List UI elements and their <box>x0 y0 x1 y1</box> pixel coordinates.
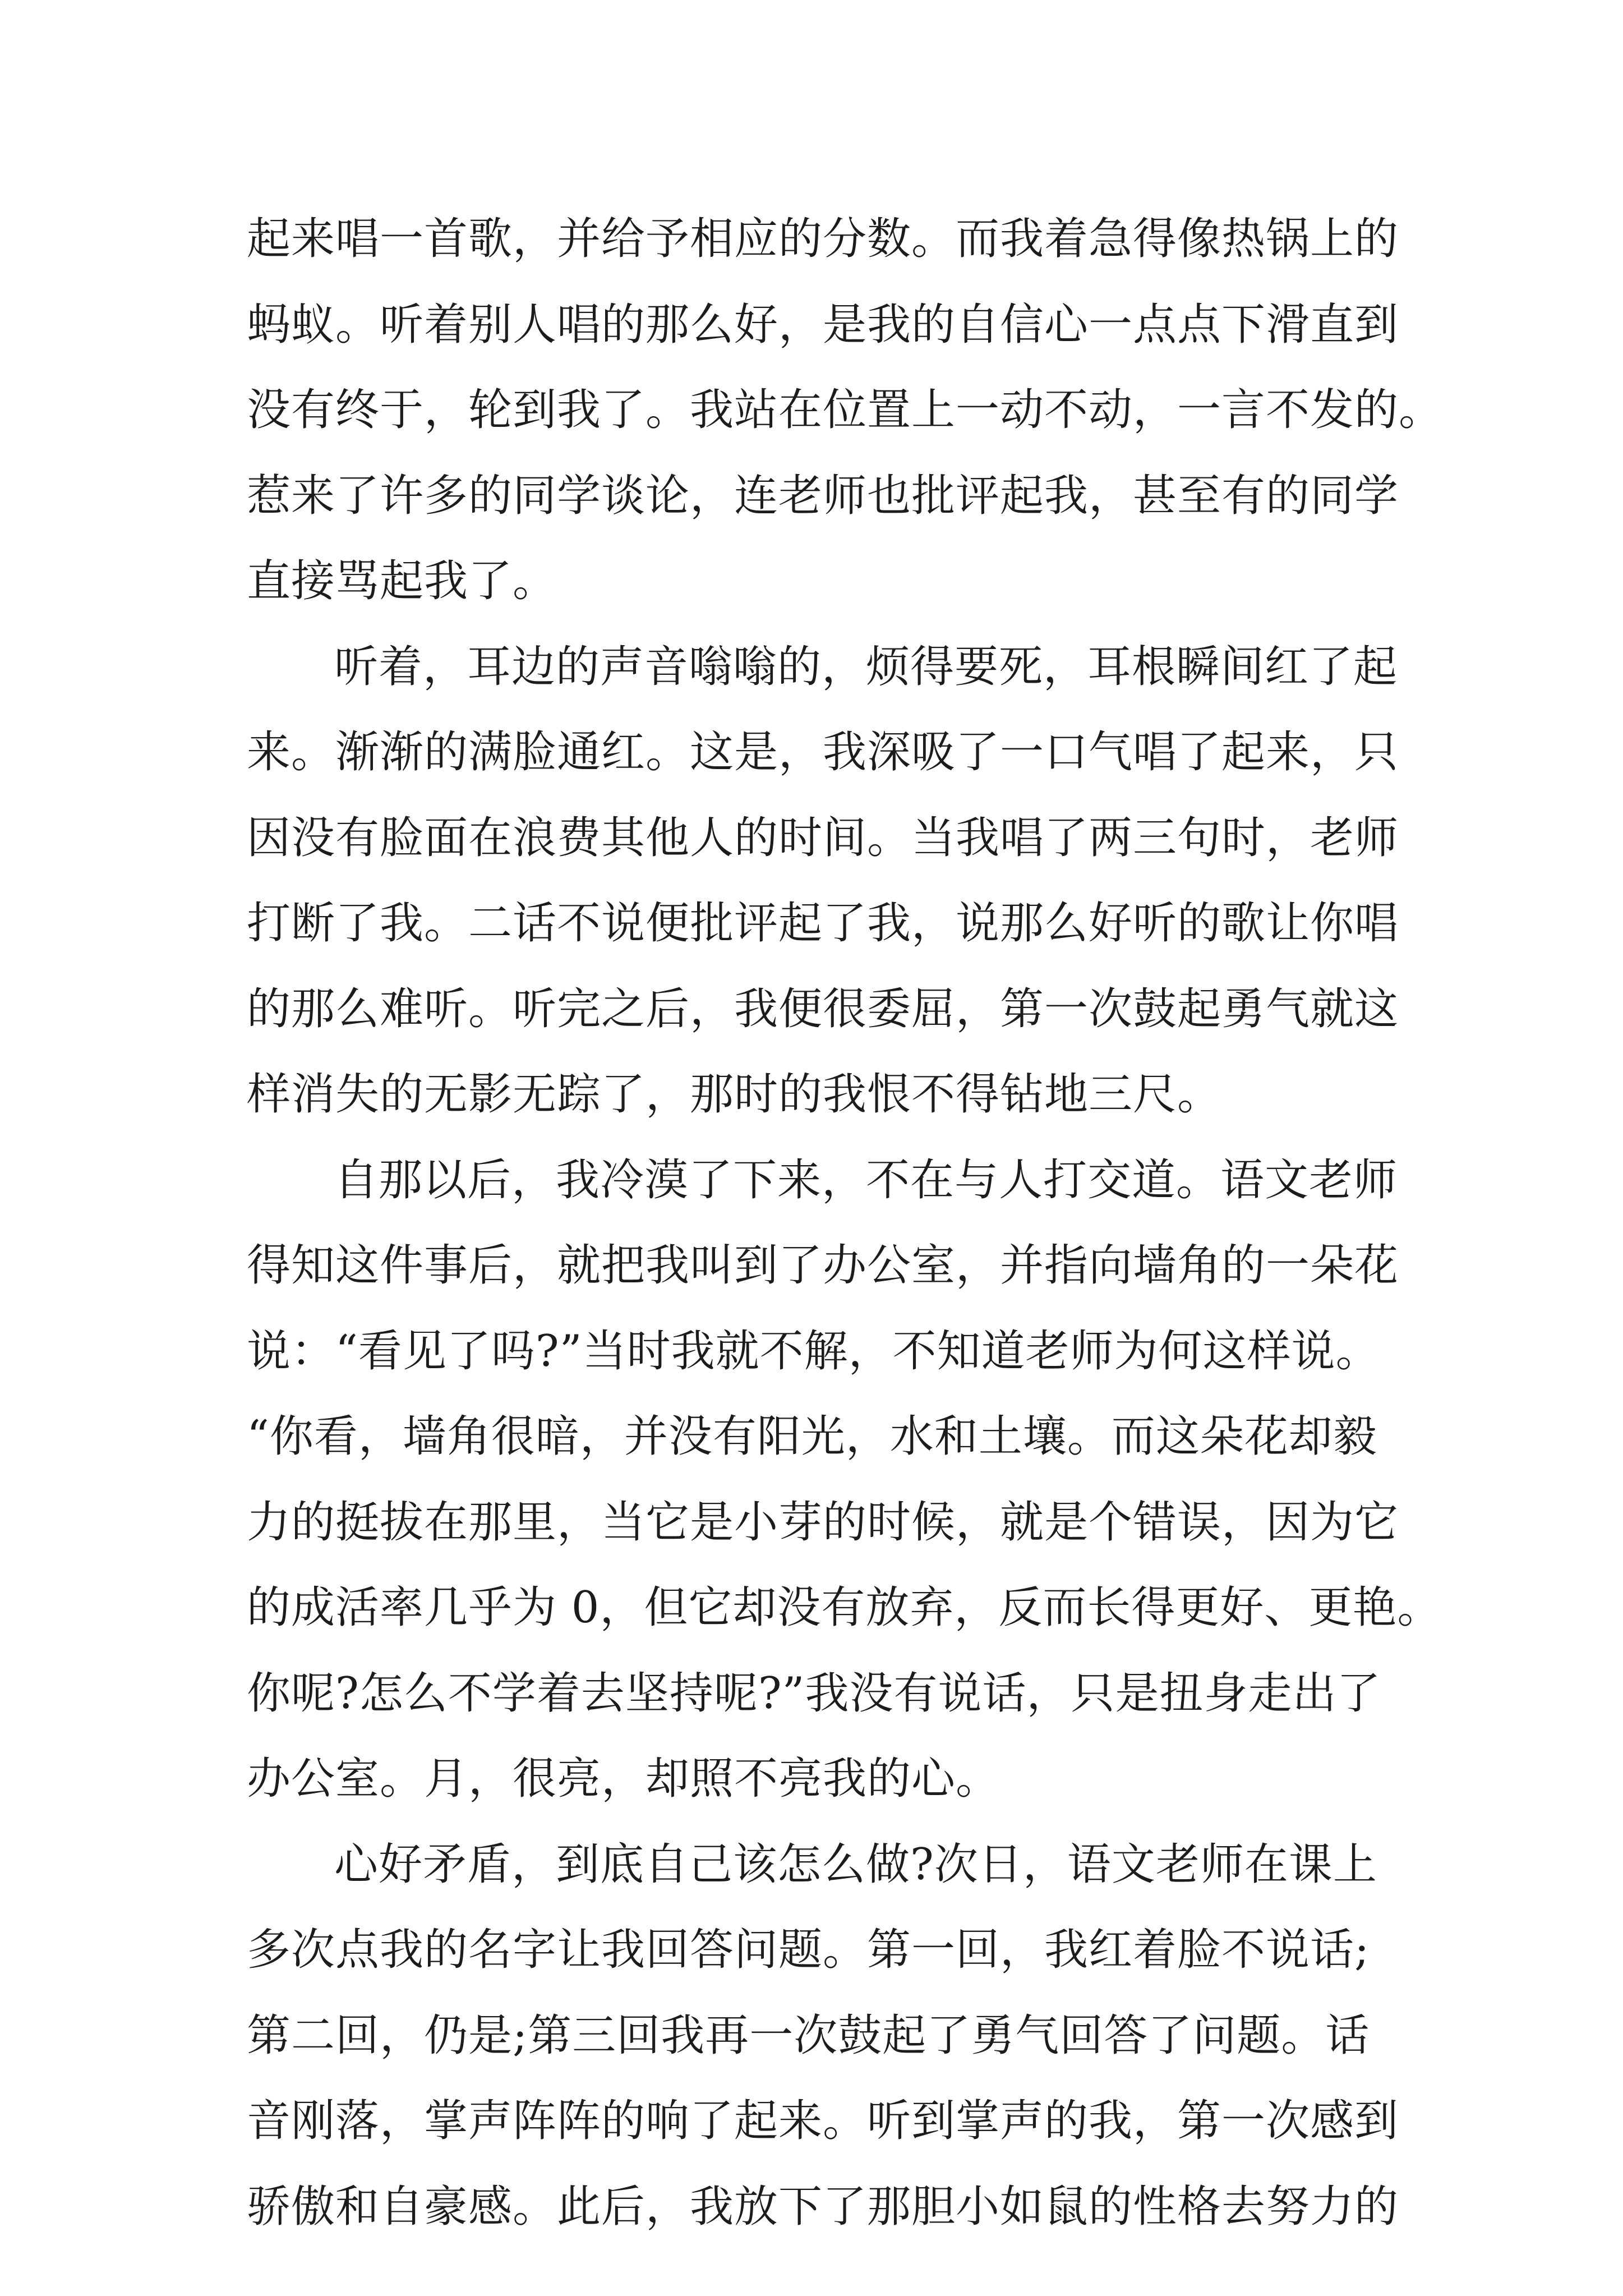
text-line: 得知这件事后，就把我叫到了办公室，并指向墙角的一朵花 <box>247 1240 1399 1291</box>
text-line: 说：“看见了吗?”当时我就不解，不知道老师为何这样说。 <box>247 1326 1380 1377</box>
text-line: “你看，墙角很暗，并没有阳光，水和土壤。而这朵花却毅 <box>247 1411 1377 1462</box>
text-line: 办公室。月，很亮，却照不亮我的心。 <box>247 1754 1000 1804</box>
text-line: 音刚落，掌声阵阵的响了起来。听到掌声的我，第一次感到 <box>247 2096 1399 2146</box>
text-line: 蚂蚁。听着别人唱的那么好，是我的自信心一点点下滑直到 <box>247 299 1399 350</box>
text-line: 没有终于，轮到我了。我站在位置上一动不动，一言不发的。 <box>247 385 1444 435</box>
text-line: 你呢?怎么不学着去坚持呢?”我没有说话，只是扭身走出了 <box>247 1668 1381 1719</box>
text-line: 力的挺拔在那里，当它是小芽的时候，就是个错误，因为它 <box>247 1497 1399 1548</box>
text-line: 直接骂起我了。 <box>247 556 557 606</box>
text-line: 因没有脸面在浪费其他人的时间。当我唱了两三句时，老师 <box>247 812 1399 863</box>
text-line: 惹来了许多的同学谈论，连老师也批评起我，甚至有的同学 <box>247 470 1399 521</box>
text-line: 来。渐渐的满脸通红。这是，我深吸了一口气唱了起来，只 <box>247 727 1399 777</box>
text-line: 样消失的无影无踪了，那时的我恨不得钻地三尺。 <box>247 1069 1222 1120</box>
text-line: 多次点我的名字让我回答问题。第一回，我红着脸不说话; <box>247 1925 1370 1975</box>
paragraph-first-line: 心好矛盾，到底自己该怎么做?次日，语文老师在课上 <box>334 1839 1377 1890</box>
paragraph-first-line: 自那以后，我冷漠了下来，不在与人打交道。语文老师 <box>334 1154 1398 1205</box>
text-line: 第二回，仍是;第三回我再一次鼓起了勇气回答了问题。话 <box>247 2010 1370 2061</box>
text-line: 起来唱一首歌，并给予相应的分数。而我着急得像热锅上的 <box>247 214 1399 264</box>
document-body <box>247 196 1444 2249</box>
text-line: 的成活率几乎为 0，但它却没有放弃，反而长得更好、更艳。 <box>247 1582 1442 1633</box>
text-line: 骄傲和自豪感。此后，我放下了那胆小如鼠的性格去努力的 <box>247 2181 1399 2232</box>
paragraph-first-line: 听着，耳边的声音嗡嗡的，烦得要死，耳根瞬间红了起 <box>334 641 1398 692</box>
text-line: 打断了我。二话不说便批评起了我，说那么好听的歌让你唱 <box>247 898 1399 949</box>
text-line: 的那么难听。听完之后，我便很委屈，第一次鼓起勇气就这 <box>247 983 1399 1034</box>
